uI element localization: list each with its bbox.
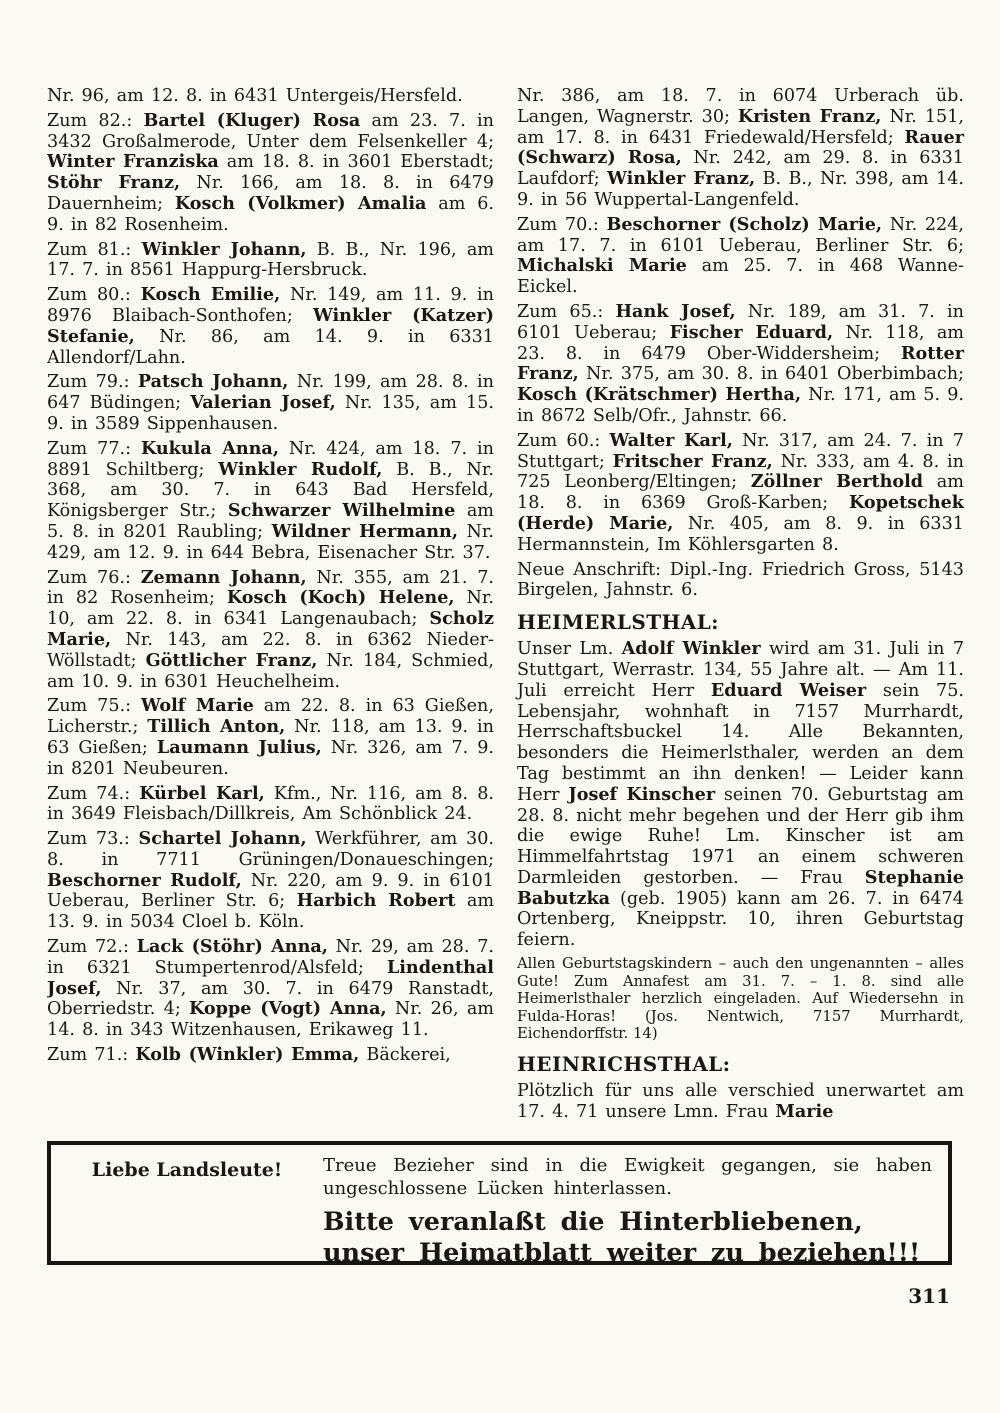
text-run: Nr. 224, am 17. 7. in 6101 Ueberau, Berliner Str. 6; xyxy=(517,214,964,256)
text-run: Nr. 184, Schmied, am 10. 9. in 6301 Heuchelheim. xyxy=(47,650,494,692)
text-run: Nr. 242, am 29. 8. in 6331 Laufdorf; xyxy=(517,148,964,190)
paragraph xyxy=(517,215,964,298)
text-run: Zum 74.: xyxy=(47,783,140,804)
paragraph xyxy=(47,372,494,434)
bold-name: Schwarzer Wilhelmine xyxy=(227,500,456,522)
paragraph xyxy=(517,431,964,556)
right-column xyxy=(517,86,964,1136)
text-run: Zum 76.: xyxy=(47,567,141,588)
bold-name: Zemann Johann, xyxy=(140,566,307,588)
bold-name: Stöhr Franz, xyxy=(47,172,181,194)
bold-name: Eduard Weiser xyxy=(710,679,867,701)
text-run: Zum 65.: xyxy=(517,301,616,322)
text-run: Nr. 149, am 11. 9. in 8976 Blaibach-Sonthofen; xyxy=(47,285,494,326)
bold-name: Wildner Hermann, xyxy=(271,520,458,542)
bold-name: Stephanie Babutzka xyxy=(517,866,964,909)
paragraph xyxy=(47,439,494,564)
bold-name: Winkler (Katzer) Stefanie, xyxy=(47,304,494,347)
left-column xyxy=(47,86,494,1136)
paragraph xyxy=(47,1045,494,1066)
text-run: Nr. 135, am 15. 9. in 3589 Sippenhausen. xyxy=(47,393,494,434)
paragraph xyxy=(517,302,964,427)
text-run: Nr. 10, am 22. 8. in 6341 Langenaubach; xyxy=(47,588,494,630)
bold-name: Koppe (Vogt) Anna, xyxy=(189,998,387,1020)
text-run: Zum 71.: xyxy=(47,1045,136,1066)
text-run: B. B., Nr. 196, am 17. 7. in 8561 Happurg-Hersbruck. xyxy=(47,239,494,281)
paragraph xyxy=(517,1081,964,1123)
text-run: Nr. 386, am 18. 7. in 6074 Urberach üb. Langen, Wagnerstr. 30; xyxy=(517,86,964,127)
bold-name: Kopetschek (Herde) Marie, xyxy=(517,492,964,534)
bold-name: Fischer Eduard, xyxy=(669,321,834,343)
bold-name: HEIMERLSTHAL: xyxy=(517,610,719,635)
text-run: Nr. 355, am 21. 7. in 82 Rosenheim; xyxy=(47,567,494,609)
text-run: am 18. 8. in 3601 Eberstadt; xyxy=(218,152,495,173)
text-run: am 23. 7. in 3432 Großalmerode, Unter dem Felsenkeller 4; xyxy=(47,110,494,152)
bold-name: Winkler Franz, xyxy=(607,168,756,190)
bold-name: Beschorner (Scholz) Marie, xyxy=(606,213,883,235)
text-run: Zum 80.: xyxy=(47,285,141,306)
text-run: am 25. 7. in 468 Wanne-Eickel. xyxy=(517,256,964,298)
notice-box xyxy=(47,1141,952,1268)
notice-content xyxy=(323,1155,932,1268)
text-run: Zum 81.: xyxy=(47,239,142,260)
notice-message: Treue Bezieher sind in die Ewigkeit gegangen, sie haben ungeschlossene Lücken hinterlassen. xyxy=(323,1155,932,1199)
bold-name: Winkler Johann, xyxy=(141,238,307,260)
bold-name: Valerian Josef, xyxy=(190,392,336,414)
paragraph xyxy=(47,568,494,693)
text-run: Nr. 171, am 5. 9. in 8672 Selb/Ofr., Jahnstr. 66. xyxy=(517,385,964,426)
bold-name: Michalski Marie xyxy=(517,255,687,277)
bold-name: Kosch Emilie, xyxy=(140,284,281,306)
bold-name: Winter Franziska xyxy=(47,151,219,173)
text-run: am 5. 8. in 8201 Raubling; xyxy=(47,501,494,542)
paragraph xyxy=(47,829,494,933)
bold-name: Josef Kinscher xyxy=(568,783,716,805)
text-run: Nr. 199, am 28. 8. in 647 Büdingen; xyxy=(47,372,494,414)
bold-name: Wolf Marie xyxy=(141,695,254,717)
bold-name: Lack (Stöhr) Anna, xyxy=(136,936,328,958)
text-run: Zum 75.: xyxy=(47,696,142,717)
bold-name: Lindenthal Josef, xyxy=(47,956,494,999)
text-run: am 13. 9. in 5034 Cloel b. Köln. xyxy=(47,891,494,933)
text-run: Nr. 333, am 4. 8. in 725 Leonberg/Eltingen; xyxy=(517,451,964,493)
paragraph xyxy=(47,696,494,779)
text-run: Nr. 220, am 9. 9. in 6101 Ueberau, Berliner Str. 6; xyxy=(47,870,494,912)
text-run: Zum 79.: xyxy=(47,372,138,393)
bold-name: Kukula Anna, xyxy=(140,437,279,459)
paragraph xyxy=(517,86,964,211)
text-run: Nr. 37, am 30. 7. in 6479 Ranstadt, Oberriedstr. 4; xyxy=(47,978,494,1020)
text-run: Nr. 429, am 12. 9. in 644 Bebra, Eisenacher Str. 37. xyxy=(47,521,495,563)
section-heading xyxy=(517,610,964,634)
text-run: Nr. 26, am 14. 8. in 343 Witzenhausen, Erikaweg 11. xyxy=(47,999,494,1041)
text-run: Nr. 86, am 14. 9. in 6331 Allendorf/Lahn. xyxy=(47,326,494,368)
text-run: Nr. 151, am 17. 8. in 6431 Friedewald/Hersfeld; xyxy=(517,106,964,148)
bold-name: Kürbel Karl, xyxy=(139,782,265,804)
bold-name: Scholz Marie, xyxy=(47,608,494,650)
paragraph xyxy=(517,560,964,602)
text-run: B. B., Nr. 398, am 14. 9. in 56 Wuppertal-Langenfeld. xyxy=(517,169,965,210)
notice-appeal: Bitte veranlaßt die Hinterbliebenen, unser Heimatblatt weiter zu beziehen!!! xyxy=(323,1207,921,1268)
text-run: Zum 77.: xyxy=(47,438,141,459)
paragraph xyxy=(47,111,494,236)
text-run: Nr. 317, am 24. 7. in 7 Stuttgart; xyxy=(517,430,964,472)
text-run: Kfm., Nr. 116, am 8. 8. in 3649 Fleisbach/Dillkreis, Am Schönblick 24. xyxy=(47,783,494,825)
text-run: Nr. 189, am 31. 7. in 6101 Ueberau; xyxy=(517,301,964,343)
bold-name: Harbich Robert xyxy=(296,890,456,912)
bold-name: Kolb (Winkler) Emma, xyxy=(135,1044,360,1066)
text-run: Nr. 118, am 23. 8. in 6479 Ober-Widdersheim; xyxy=(517,322,964,364)
bold-name: Tillich Anton, xyxy=(147,716,286,738)
paragraph xyxy=(47,285,494,368)
text-run: Zum 73.: xyxy=(47,829,139,850)
bold-name: Patsch Johann, xyxy=(137,371,289,393)
text-run: wird am 31. Juli in 7 Stuttgart, Werrastr. 134, 55 Jahre alt. — Am 11. Juli erreicht Herr xyxy=(517,639,965,701)
notice-label: Liebe Landsleute! xyxy=(91,1159,283,1181)
text-run: am 6. 9. in 82 Rosenheim. xyxy=(47,193,494,235)
paragraph xyxy=(517,955,964,1043)
page-number: 311 xyxy=(908,1284,950,1308)
text-columns xyxy=(47,86,965,1136)
bold-name: Fritscher Franz, xyxy=(612,450,773,472)
text-run: sein 75. Lebensjahr, wohnhaft in 7157 Murrhardt, Herrschaftsbuckel 14. Alle Bekannten, besonders die Heimerlsthaler, werden an dem Tag bestimmt an ihn denken! — Leider kann Herr xyxy=(517,680,964,805)
bold-name: Winkler Rudolf, xyxy=(218,458,383,480)
text-run: Nr. 29, am 28. 7. in 6321 Stumpertenrod/Alsfeld; xyxy=(47,937,494,978)
text-run: am 18. 8. in 6369 Groß-Karben; xyxy=(517,472,964,514)
bold-name: HEINRICHSTHAL: xyxy=(517,1052,731,1077)
text-run: B. B., Nr. 368, am 30. 7. in 643 Bad Hersfeld, Königsberger Str.; xyxy=(47,459,494,522)
text-run: Unser Lm. xyxy=(517,639,622,660)
bold-name: Laumann Julius, xyxy=(156,736,322,758)
bold-name: Bartel (Kluger) Rosa xyxy=(143,109,361,131)
text-run: am 22. 8. in 63 Gießen, Licherstr.; xyxy=(47,696,494,738)
bold-name: Hank Josef, xyxy=(615,300,736,322)
text-run: Bäckerei, xyxy=(359,1045,451,1066)
text-run: Nr. 405, am 8. 9. in 6331 Hermannstein, Im Köhlersgarten 8. xyxy=(517,513,964,555)
text-run: seinen 70. Geburtstag am 28. 8. nicht mehr begehen und der Herr gib ihm die ewige Ruhe! Lm. Kinscher ist am Himmelfahrtstag 1971 an einem schweren Darmleiden gestorben. — Frau xyxy=(517,784,964,888)
bold-name: Rotter Franz, xyxy=(517,342,964,385)
text-run: Zum 60.: xyxy=(517,430,610,451)
text-run: Werkführer, am 30. 8. in 7711 Grüningen/Donaueschingen; xyxy=(47,829,494,870)
paragraph xyxy=(47,784,494,826)
text-run: Nr. 326, am 7. 9. in 8201 Neubeuren. xyxy=(47,737,494,779)
text-run: Nr. 166, am 18. 8. in 6479 Dauernheim; xyxy=(47,173,494,214)
text-run: Nr. 118, am 13. 9. in 63 Gießen; xyxy=(47,717,494,758)
bold-name: Zöllner Berthold xyxy=(750,471,924,493)
bold-name: Adolf Winkler xyxy=(621,638,761,660)
bold-name: Kosch (Krätschmer) Hertha, xyxy=(517,384,802,406)
text-run: (geb. 1905) kann am 26. 7. in 6474 Ortenberg, Kneippstr. 10, ihren Geburtstag feiern. xyxy=(517,888,964,951)
text-run: Zum 82.: xyxy=(47,110,144,131)
text-run: Zum 72.: xyxy=(47,937,137,958)
bold-name: Marie xyxy=(775,1100,834,1122)
section-heading xyxy=(517,1052,964,1076)
bold-name: Walter Karl, xyxy=(609,429,733,451)
paragraph xyxy=(47,937,494,1041)
bold-name: Göttlicher Franz, xyxy=(145,649,318,671)
paragraph xyxy=(47,240,494,282)
paragraph xyxy=(517,639,964,951)
text-run: Allen Geburtstagskindern – auch den ungenannten – alles Gute! Zum Annafest am 31. 7. – 1. 8. sind alle Heimerlsthaler herzlich eingeladen. Auf Wiedersehn in Fulda-Horas! (Jos. Nentwich, 7157 Murrhardt, Eichendorffstr. 14) xyxy=(517,955,964,1043)
bold-name: Kristen Franz, xyxy=(737,105,882,127)
bold-name: Kosch (Volkmer) Amalia xyxy=(174,192,427,214)
paragraph xyxy=(47,86,494,107)
text-run: Nr. 143, am 22. 8. in 6362 Nieder-Wöllstadt; xyxy=(47,629,494,671)
text-run: Nr. 375, am 30. 8. in 6401 Oberbimbach; xyxy=(578,364,964,385)
text-run: Nr. 424, am 18. 7. in 8891 Schiltberg; xyxy=(47,438,494,480)
bold-name: Kosch (Koch) Helene, xyxy=(226,587,455,609)
bold-name: Beschorner Rudolf, xyxy=(47,869,242,891)
text-run: Zum 70.: xyxy=(517,214,607,235)
text-run: Plötzlich für uns alle verschied unerwartet am 17. 4. 71 unsere Lmn. Frau xyxy=(517,1081,964,1122)
bold-name: Schartel Johann, xyxy=(138,828,307,850)
text-run: Neue Anschrift: Dipl.-Ing. Friedrich Gross, 5143 Birgelen, Jahnstr. 6. xyxy=(517,559,964,601)
bold-name: Rauer (Schwarz) Rosa, xyxy=(517,126,964,169)
text-run: Nr. 96, am 12. 8. in 6431 Untergeis/Hersfeld. xyxy=(47,86,463,106)
